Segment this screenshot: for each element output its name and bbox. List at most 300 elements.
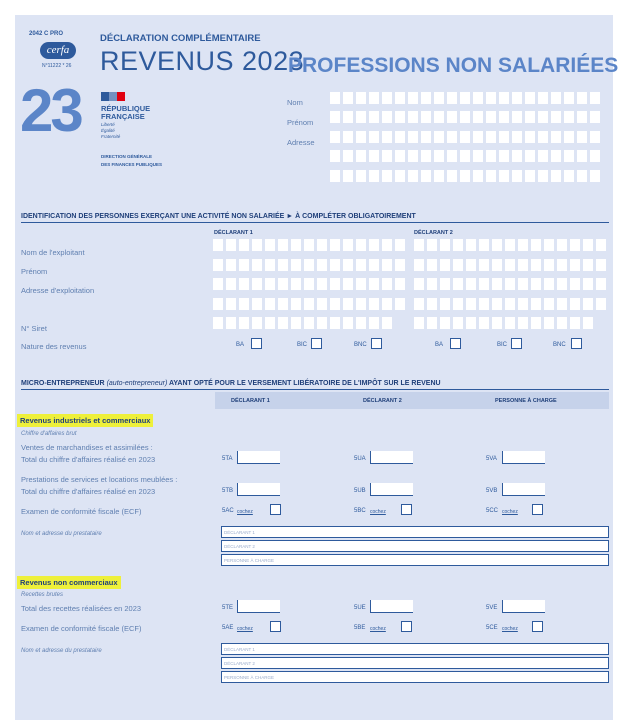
char-cell[interactable] (395, 170, 405, 182)
char-cell[interactable] (479, 259, 489, 271)
char-cell[interactable] (369, 259, 379, 271)
char-cell[interactable] (291, 298, 301, 310)
char-cell[interactable] (538, 131, 548, 143)
char-cell[interactable] (440, 298, 450, 310)
char-cell[interactable] (395, 278, 405, 290)
char-cell[interactable] (544, 239, 554, 251)
char-cell[interactable] (330, 259, 340, 271)
char-cell[interactable] (226, 239, 236, 251)
char-cell[interactable] (570, 259, 580, 271)
char-cell[interactable] (414, 278, 424, 290)
input-5tb[interactable] (237, 483, 280, 496)
d2-bic-checkbox[interactable] (511, 338, 522, 349)
d2-bnc-code: BNC (553, 342, 566, 348)
char-cell[interactable] (512, 150, 522, 162)
char-cell[interactable] (486, 131, 496, 143)
char-cell[interactable] (408, 170, 418, 182)
char-cell[interactable] (447, 111, 457, 123)
char-cell[interactable] (551, 131, 561, 143)
char-cell[interactable] (265, 239, 275, 251)
char-cell[interactable] (499, 92, 509, 104)
char-cell[interactable] (505, 259, 515, 271)
char-cell[interactable] (518, 239, 528, 251)
char-cell[interactable] (369, 298, 379, 310)
input-5vb[interactable] (502, 483, 545, 496)
char-cell[interactable] (596, 298, 606, 310)
char-cell[interactable] (518, 317, 528, 329)
char-cell[interactable] (590, 170, 600, 182)
char-cell[interactable] (408, 92, 418, 104)
char-cell[interactable] (382, 278, 392, 290)
char-cell[interactable] (453, 298, 463, 310)
char-cell[interactable] (356, 317, 366, 329)
char-cell[interactable] (525, 170, 535, 182)
char-cell[interactable] (343, 131, 353, 143)
char-cell[interactable] (551, 111, 561, 123)
char-cell[interactable] (278, 278, 288, 290)
char-cell[interactable] (538, 170, 548, 182)
char-cell[interactable] (330, 298, 340, 310)
char-cell[interactable] (414, 298, 424, 310)
char-cell[interactable] (570, 317, 580, 329)
char-cell[interactable] (596, 239, 606, 251)
char-cell[interactable] (473, 111, 483, 123)
char-cell[interactable] (460, 170, 470, 182)
char-cell[interactable] (382, 131, 392, 143)
checkbox-5ce[interactable] (532, 621, 543, 632)
char-cell[interactable] (479, 239, 489, 251)
d1-adresse-field-1[interactable] (213, 278, 405, 290)
char-cell[interactable] (564, 92, 574, 104)
char-cell[interactable] (512, 92, 522, 104)
char-cell[interactable] (395, 259, 405, 271)
declarant2-header: DÉCLARANT 2 (414, 230, 453, 236)
char-cell[interactable] (291, 278, 301, 290)
d2-adresse-field-2[interactable] (414, 298, 606, 310)
char-cell[interactable] (304, 278, 314, 290)
char-cell[interactable] (304, 298, 314, 310)
char-cell[interactable] (486, 92, 496, 104)
char-cell[interactable] (213, 259, 223, 271)
char-cell[interactable] (512, 131, 522, 143)
char-cell[interactable] (408, 131, 418, 143)
char-cell[interactable] (343, 317, 353, 329)
char-cell[interactable] (356, 239, 366, 251)
char-cell[interactable] (213, 278, 223, 290)
checkbox-5cc[interactable] (532, 504, 543, 515)
char-cell[interactable] (382, 92, 392, 104)
char-cell[interactable] (414, 317, 424, 329)
char-cell[interactable] (453, 239, 463, 251)
char-cell[interactable] (518, 298, 528, 310)
char-cell[interactable] (356, 278, 366, 290)
char-cell[interactable] (570, 239, 580, 251)
input-5te[interactable] (237, 600, 280, 613)
char-cell[interactable] (577, 92, 587, 104)
char-cell[interactable] (343, 111, 353, 123)
char-cell[interactable] (408, 150, 418, 162)
char-cell[interactable] (538, 92, 548, 104)
char-cell[interactable] (583, 239, 593, 251)
char-cell[interactable] (252, 259, 262, 271)
char-cell[interactable] (544, 278, 554, 290)
char-cell[interactable] (278, 259, 288, 271)
d1-siret-field[interactable] (213, 317, 392, 329)
char-cell[interactable] (369, 111, 379, 123)
char-cell[interactable] (382, 298, 392, 310)
d2-siret-field[interactable] (414, 317, 593, 329)
char-cell[interactable] (317, 298, 327, 310)
d1-prenom-field[interactable] (213, 259, 405, 271)
char-cell[interactable] (557, 317, 567, 329)
ric-prestataire-declarant1[interactable]: DÉCLARANT 1 (221, 526, 609, 538)
char-cell[interactable] (434, 170, 444, 182)
char-cell[interactable] (499, 150, 509, 162)
char-cell[interactable] (466, 317, 476, 329)
input-5va[interactable] (502, 451, 545, 464)
char-cell[interactable] (486, 170, 496, 182)
char-cell[interactable] (590, 111, 600, 123)
char-cell[interactable] (583, 317, 593, 329)
char-cell[interactable] (278, 317, 288, 329)
char-cell[interactable] (570, 278, 580, 290)
char-cell[interactable] (512, 111, 522, 123)
checkbox-5bc[interactable] (401, 504, 412, 515)
char-cell[interactable] (440, 317, 450, 329)
input-5ue[interactable] (370, 600, 413, 613)
char-cell[interactable] (596, 278, 606, 290)
char-cell[interactable] (421, 150, 431, 162)
char-cell[interactable] (356, 298, 366, 310)
char-cell[interactable] (466, 298, 476, 310)
checkbox-5be[interactable] (401, 621, 412, 632)
char-cell[interactable] (252, 239, 262, 251)
d2-adresse-field-1[interactable] (414, 278, 606, 290)
char-cell[interactable] (421, 131, 431, 143)
char-cell[interactable] (369, 150, 379, 162)
char-cell[interactable] (265, 259, 275, 271)
char-cell[interactable] (265, 317, 275, 329)
char-cell[interactable] (369, 92, 379, 104)
char-cell[interactable] (538, 150, 548, 162)
char-cell[interactable] (479, 278, 489, 290)
char-cell[interactable] (492, 298, 502, 310)
char-cell[interactable] (590, 150, 600, 162)
char-cell[interactable] (382, 239, 392, 251)
char-cell[interactable] (531, 278, 541, 290)
char-cell[interactable] (239, 239, 249, 251)
char-cell[interactable] (395, 92, 405, 104)
char-cell[interactable] (213, 298, 223, 310)
char-cell[interactable] (330, 150, 340, 162)
char-cell[interactable] (213, 317, 223, 329)
char-cell[interactable] (330, 170, 340, 182)
char-cell[interactable] (427, 298, 437, 310)
d1-adresse-field-2[interactable] (213, 298, 405, 310)
char-cell[interactable] (525, 131, 535, 143)
char-cell[interactable] (564, 150, 574, 162)
char-cell[interactable] (239, 298, 249, 310)
char-cell[interactable] (453, 259, 463, 271)
char-cell[interactable] (570, 298, 580, 310)
char-cell[interactable] (473, 92, 483, 104)
char-cell[interactable] (577, 111, 587, 123)
char-cell[interactable] (453, 317, 463, 329)
char-cell[interactable] (382, 259, 392, 271)
char-cell[interactable] (557, 239, 567, 251)
char-cell[interactable] (343, 278, 353, 290)
char-cell[interactable] (291, 239, 301, 251)
char-cell[interactable] (226, 278, 236, 290)
char-cell[interactable] (356, 170, 366, 182)
char-cell[interactable] (473, 170, 483, 182)
char-cell[interactable] (525, 92, 535, 104)
char-cell[interactable] (304, 317, 314, 329)
char-cell[interactable] (531, 259, 541, 271)
char-cell[interactable] (505, 298, 515, 310)
char-cell[interactable] (473, 150, 483, 162)
char-cell[interactable] (421, 111, 431, 123)
char-cell[interactable] (512, 170, 522, 182)
char-cell[interactable] (583, 259, 593, 271)
char-cell[interactable] (460, 92, 470, 104)
char-cell[interactable] (427, 317, 437, 329)
char-cell[interactable] (492, 259, 502, 271)
char-cell[interactable] (460, 131, 470, 143)
char-cell[interactable] (382, 150, 392, 162)
char-cell[interactable] (414, 239, 424, 251)
char-cell[interactable] (343, 92, 353, 104)
char-cell[interactable] (356, 131, 366, 143)
adresse-field-line2[interactable] (330, 150, 600, 162)
d2-prenom-field[interactable] (414, 259, 606, 271)
char-cell[interactable] (427, 239, 437, 251)
char-cell[interactable] (369, 239, 379, 251)
char-cell[interactable] (564, 131, 574, 143)
char-cell[interactable] (505, 278, 515, 290)
char-cell[interactable] (252, 278, 262, 290)
char-cell[interactable] (492, 278, 502, 290)
code-5ac: 5AC (222, 508, 234, 514)
char-cell[interactable] (265, 278, 275, 290)
char-cell[interactable] (486, 150, 496, 162)
char-cell[interactable] (492, 317, 502, 329)
prenom-field[interactable] (330, 111, 600, 123)
d1-bnc-checkbox[interactable] (371, 338, 382, 349)
char-cell[interactable] (317, 317, 327, 329)
char-cell[interactable] (330, 317, 340, 329)
char-cell[interactable] (538, 111, 548, 123)
char-cell[interactable] (447, 131, 457, 143)
char-cell[interactable] (557, 278, 567, 290)
char-cell[interactable] (557, 298, 567, 310)
char-cell[interactable] (505, 239, 515, 251)
char-cell[interactable] (343, 239, 353, 251)
char-cell[interactable] (421, 170, 431, 182)
char-cell[interactable] (291, 317, 301, 329)
d1-bic-checkbox[interactable] (311, 338, 322, 349)
char-cell[interactable] (356, 92, 366, 104)
char-cell[interactable] (460, 111, 470, 123)
char-cell[interactable] (434, 92, 444, 104)
char-cell[interactable] (577, 170, 587, 182)
input-5ve[interactable] (502, 600, 545, 613)
d1-nom-field[interactable] (213, 239, 405, 251)
char-cell[interactable] (343, 170, 353, 182)
char-cell[interactable] (492, 239, 502, 251)
d2-ba-checkbox[interactable] (450, 338, 461, 349)
char-cell[interactable] (330, 239, 340, 251)
input-5ta[interactable] (237, 451, 280, 464)
char-cell[interactable] (499, 131, 509, 143)
char-cell[interactable] (447, 150, 457, 162)
char-cell[interactable] (434, 150, 444, 162)
char-cell[interactable] (453, 278, 463, 290)
adresse-field-line3[interactable] (330, 170, 600, 182)
char-cell[interactable] (369, 170, 379, 182)
char-cell[interactable] (505, 317, 515, 329)
checkbox-5ac[interactable] (270, 504, 281, 515)
char-cell[interactable] (304, 259, 314, 271)
char-cell[interactable] (564, 111, 574, 123)
char-cell[interactable] (330, 278, 340, 290)
char-cell[interactable] (330, 92, 340, 104)
char-cell[interactable] (369, 278, 379, 290)
char-cell[interactable] (525, 111, 535, 123)
char-cell[interactable] (434, 111, 444, 123)
char-cell[interactable] (518, 259, 528, 271)
char-cell[interactable] (317, 239, 327, 251)
char-cell[interactable] (382, 317, 392, 329)
rnc-prestataire-declarant2[interactable]: DÉCLARANT 2 (221, 657, 609, 669)
char-cell[interactable] (531, 239, 541, 251)
char-cell[interactable] (252, 317, 262, 329)
char-cell[interactable] (317, 259, 327, 271)
code-5ub: 5UB (354, 488, 366, 494)
char-cell[interactable] (213, 239, 223, 251)
char-cell[interactable] (551, 150, 561, 162)
char-cell[interactable] (551, 170, 561, 182)
char-cell[interactable] (499, 170, 509, 182)
input-5ua[interactable] (370, 451, 413, 464)
char-cell[interactable] (486, 111, 496, 123)
char-cell[interactable] (577, 131, 587, 143)
char-cell[interactable] (239, 278, 249, 290)
char-cell[interactable] (291, 259, 301, 271)
d1-ba-checkbox[interactable] (251, 338, 262, 349)
char-cell[interactable] (427, 259, 437, 271)
char-cell[interactable] (531, 317, 541, 329)
char-cell[interactable] (343, 259, 353, 271)
char-cell[interactable] (356, 259, 366, 271)
char-cell[interactable] (421, 92, 431, 104)
char-cell[interactable] (356, 111, 366, 123)
char-cell[interactable] (440, 278, 450, 290)
char-cell[interactable] (544, 317, 554, 329)
char-cell[interactable] (330, 111, 340, 123)
char-cell[interactable] (343, 298, 353, 310)
char-cell[interactable] (544, 259, 554, 271)
char-cell[interactable] (564, 170, 574, 182)
char-cell[interactable] (473, 131, 483, 143)
char-cell[interactable] (479, 298, 489, 310)
ric-prestataire-declarant2[interactable]: DÉCLARANT 2 (221, 540, 609, 552)
form-page (15, 15, 619, 720)
char-cell[interactable] (551, 92, 561, 104)
char-cell[interactable] (369, 317, 379, 329)
char-cell[interactable] (525, 150, 535, 162)
char-cell[interactable] (226, 317, 236, 329)
char-cell[interactable] (583, 278, 593, 290)
checkbox-5ae[interactable] (270, 621, 281, 632)
char-cell[interactable] (544, 298, 554, 310)
char-cell[interactable] (440, 259, 450, 271)
char-cell[interactable] (278, 239, 288, 251)
char-cell[interactable] (343, 150, 353, 162)
char-cell[interactable] (466, 259, 476, 271)
char-cell[interactable] (466, 278, 476, 290)
char-cell[interactable] (239, 259, 249, 271)
char-cell[interactable] (577, 150, 587, 162)
rnc-prestataire-personne[interactable]: PERSONNE À CHARGE (221, 671, 609, 683)
char-cell[interactable] (590, 131, 600, 143)
char-cell[interactable] (395, 150, 405, 162)
char-cell[interactable] (583, 298, 593, 310)
char-cell[interactable] (499, 111, 509, 123)
char-cell[interactable] (226, 259, 236, 271)
char-cell[interactable] (414, 259, 424, 271)
char-cell[interactable] (278, 298, 288, 310)
char-cell[interactable] (356, 150, 366, 162)
char-cell[interactable] (447, 92, 457, 104)
d2-nom-field[interactable] (414, 239, 606, 251)
char-cell[interactable] (252, 298, 262, 310)
d2-bnc-checkbox[interactable] (571, 338, 582, 349)
char-cell[interactable] (382, 170, 392, 182)
char-cell[interactable] (317, 278, 327, 290)
char-cell[interactable] (330, 131, 340, 143)
input-5ub[interactable] (370, 483, 413, 496)
char-cell[interactable] (395, 111, 405, 123)
char-cell[interactable] (440, 239, 450, 251)
ric-prestataire-personne[interactable]: PERSONNE À CHARGE (221, 554, 609, 566)
char-cell[interactable] (395, 131, 405, 143)
char-cell[interactable] (226, 298, 236, 310)
rnc-prestataire-declarant1[interactable]: DÉCLARANT 1 (221, 643, 609, 655)
char-cell[interactable] (460, 150, 470, 162)
nom-field[interactable] (330, 92, 600, 104)
char-cell[interactable] (239, 317, 249, 329)
char-cell[interactable] (427, 278, 437, 290)
char-cell[interactable] (447, 170, 457, 182)
char-cell[interactable] (265, 298, 275, 310)
char-cell[interactable] (466, 239, 476, 251)
adresse-field-line1[interactable] (330, 131, 600, 143)
char-cell[interactable] (590, 92, 600, 104)
char-cell[interactable] (557, 259, 567, 271)
char-cell[interactable] (395, 298, 405, 310)
char-cell[interactable] (395, 239, 405, 251)
char-cell[interactable] (518, 278, 528, 290)
char-cell[interactable] (382, 111, 392, 123)
char-cell[interactable] (531, 298, 541, 310)
char-cell[interactable] (434, 131, 444, 143)
char-cell[interactable] (408, 111, 418, 123)
char-cell[interactable] (596, 259, 606, 271)
char-cell[interactable] (304, 239, 314, 251)
char-cell[interactable] (369, 131, 379, 143)
char-cell[interactable] (479, 317, 489, 329)
